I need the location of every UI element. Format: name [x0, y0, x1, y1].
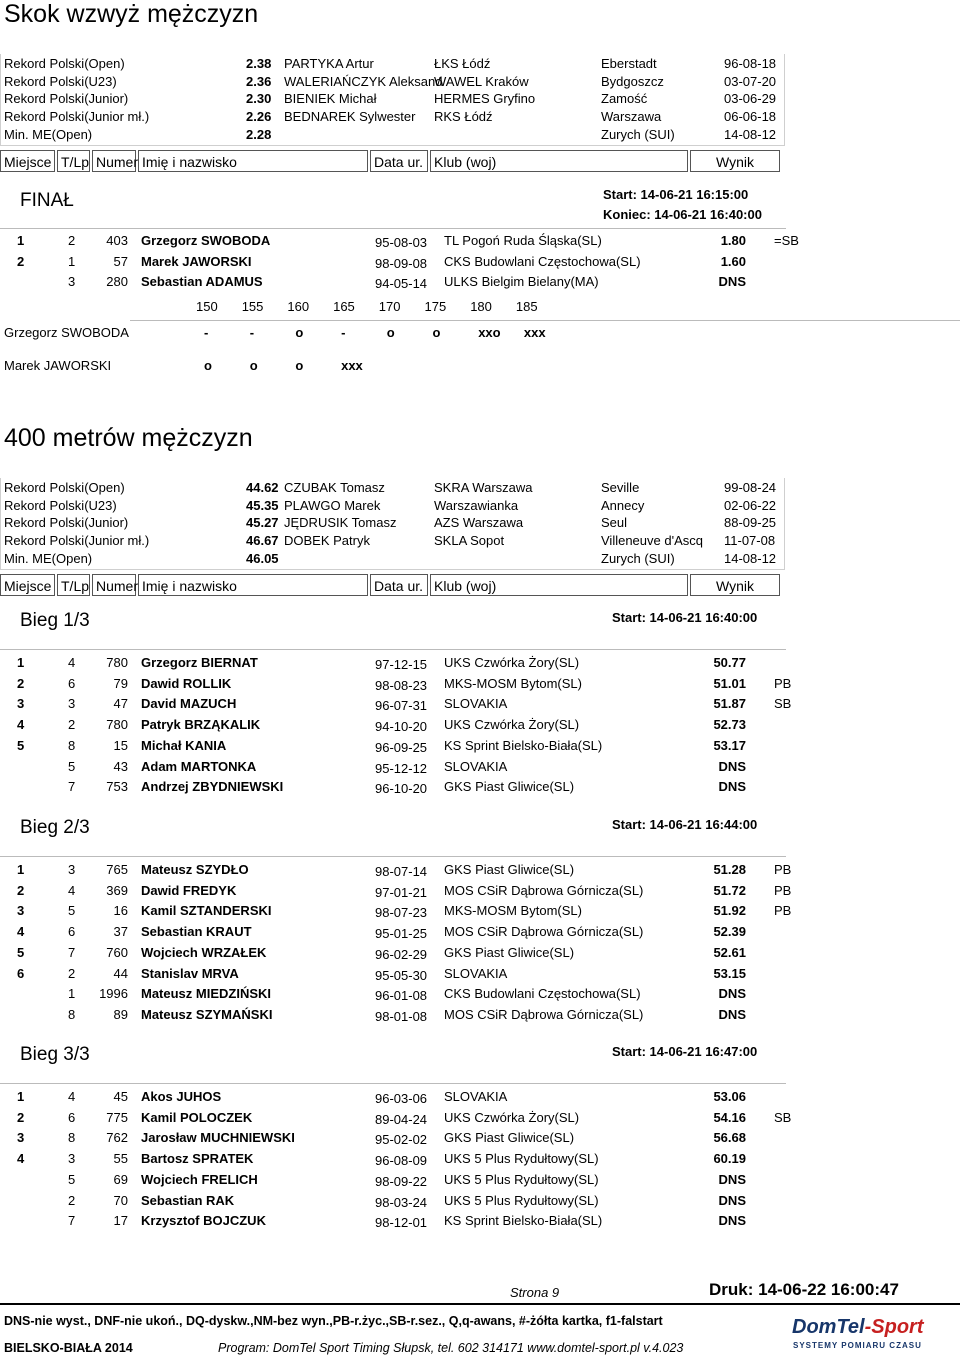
row-lane: 2: [68, 965, 76, 981]
row-name: Marek JAWORSKI: [141, 253, 252, 269]
row-name: Krzysztof BOJCZUK: [141, 1213, 266, 1229]
row-note: SB: [774, 696, 792, 712]
row-lane: 5: [68, 903, 76, 919]
start-time: Start: 14-06-21 16:44:00: [612, 817, 758, 832]
row-dob: 89-04-24: [375, 1111, 428, 1127]
event-location: BIELSKO-BIAŁA 2014: [4, 1341, 133, 1355]
row-result: 51.87: [713, 696, 746, 712]
attempt-mark: o: [432, 325, 441, 340]
row-lane: 5: [68, 1171, 76, 1187]
record-date: 88-09-25: [724, 515, 777, 531]
row-place: 2: [17, 253, 25, 269]
record-label: Rekord Polski(Open): [4, 56, 125, 71]
row-number: 55: [113, 1151, 128, 1167]
legend-text: DNS-nie wyst., DNF-nie ukoń., DQ-dyskw.,NM-bez wyn.,PB-r.życ.,SB-r.sez., Q,q-awans, #-żółta kartka, f1-falstart: [4, 1314, 663, 1328]
row-name: Jarosław MUCHNIEWSKI: [141, 1130, 295, 1146]
record-label: Rekord Polski(U23): [4, 73, 117, 89]
record-holder: PLAWGO Marek: [284, 497, 381, 513]
row-club: MOS CSiR Dąbrowa Górnicza(SL): [444, 1006, 644, 1022]
record-holder: BIENIEK Michał: [284, 91, 377, 107]
row-club: UKS 5 Plus Rydułtowy(SL): [444, 1151, 599, 1167]
record-holder: BEDNAREK Sylwester: [284, 109, 416, 125]
row-result: DNS: [718, 779, 746, 795]
record-club: ŁKS Łódź: [434, 56, 491, 71]
row-name: Stanislav MRVA: [141, 965, 239, 981]
row-number: 369: [106, 882, 128, 898]
attempt-mark: o: [204, 358, 212, 373]
row-dob: 96-08-09: [375, 1153, 428, 1169]
row-note: PB: [774, 675, 792, 691]
row-number: 43: [113, 758, 128, 774]
row-dob: 97-12-15: [375, 657, 428, 672]
row-note: PB: [774, 882, 792, 898]
domtel-logo: [792, 1316, 924, 1339]
athlete-name: Grzegorz SWOBODA: [4, 325, 129, 340]
column-header-lane: T/Lp: [57, 574, 90, 596]
row-name: Dawid ROLLIK: [141, 675, 232, 691]
record-city: Zurych (SUI): [601, 550, 675, 566]
row-club: TL Pogoń Ruda Śląska(SL): [444, 233, 602, 248]
row-result: 53.06: [713, 1089, 746, 1104]
row-name: Adam MARTONKA: [141, 758, 257, 774]
row-place: 5: [17, 944, 25, 960]
row-number: 69: [113, 1171, 128, 1187]
row-result: DNS: [718, 986, 746, 1002]
row-number: 79: [113, 675, 128, 691]
row-result: 51.28: [713, 862, 746, 877]
record-city: Annecy: [601, 497, 645, 513]
record-value: 46.05: [246, 550, 279, 566]
footer-rule: [0, 1303, 960, 1305]
row-result: 51.92: [713, 903, 746, 919]
page-number: Strona 9: [510, 1285, 560, 1300]
row-club: UKS Czwórka Żory(SL): [444, 1109, 580, 1125]
row-number: 280: [106, 274, 128, 290]
record-club: HERMES Gryfino: [434, 91, 536, 107]
row-lane: 4: [68, 882, 76, 898]
attempt-mark: -: [341, 325, 346, 340]
row-dob: 95-02-02: [375, 1132, 428, 1148]
row-name: Andrzej ZBYDNIEWSKI: [141, 779, 284, 795]
record-value: 2.38: [246, 56, 272, 71]
row-number: 403: [106, 233, 128, 248]
bar-height: 165: [333, 299, 355, 314]
row-lane: 2: [68, 717, 76, 733]
row-result: 52.73: [713, 717, 746, 733]
column-header-result: Wynik: [690, 574, 780, 596]
row-note: PB: [774, 903, 792, 919]
row-lane: 1: [68, 986, 76, 1002]
record-label: Min. ME(Open): [4, 126, 93, 142]
row-name: Michał KANIA: [141, 737, 227, 753]
row-place: 1: [17, 655, 25, 670]
row-dob: 98-09-22: [375, 1173, 428, 1189]
row-place: 2: [17, 882, 25, 898]
bar-height: 160: [287, 299, 310, 314]
row-dob: 95-01-25: [375, 926, 428, 942]
row-place: 4: [17, 1151, 25, 1167]
bar-height: 185: [515, 299, 538, 314]
row-dob: 95-05-30: [375, 967, 428, 983]
row-result: DNS: [718, 1192, 746, 1208]
row-club: UKS Czwórka Żory(SL): [444, 717, 580, 733]
row-club: UKS 5 Plus Rydułtowy(SL): [444, 1171, 599, 1187]
record-label: Rekord Polski(Junior): [4, 91, 129, 107]
row-name: Mateusz SZYMAŃSKI: [141, 1006, 273, 1022]
column-header-result: Wynik: [690, 150, 780, 172]
row-lane: 8: [68, 1130, 76, 1146]
record-label: Rekord Polski(Junior mł.): [4, 109, 150, 125]
row-lane: 6: [68, 924, 76, 940]
attempt-mark: o: [249, 358, 258, 373]
record-club: AZS Warszawa: [434, 515, 524, 531]
row-place: 4: [17, 717, 25, 733]
bar-height: 150: [196, 299, 218, 314]
record-club: SKRA Warszawa: [434, 480, 533, 495]
row-result: 54.16: [713, 1109, 746, 1125]
row-place: 2: [17, 675, 25, 691]
row-name: Grzegorz SWOBODA: [141, 233, 271, 248]
row-name: Sebastian ADAMUS: [141, 274, 263, 290]
row-lane: 2: [68, 233, 76, 248]
record-holder: CZUBAK Tomasz: [284, 480, 385, 495]
bar-height: 170: [378, 299, 401, 314]
row-lane: 8: [68, 737, 76, 753]
record-city: Bydgoszcz: [601, 73, 664, 89]
row-number: 775: [106, 1109, 128, 1125]
divider: [0, 1083, 786, 1084]
row-place: 4: [17, 924, 25, 940]
row-number: 70: [113, 1192, 128, 1208]
row-dob: 96-07-31: [375, 698, 428, 714]
row-number: 762: [106, 1130, 128, 1146]
record-value: 46.67: [246, 533, 279, 549]
row-name: Kamil POLOCZEK: [141, 1109, 253, 1125]
row-result: 60.19: [713, 1151, 746, 1167]
row-result: DNS: [718, 1213, 746, 1229]
row-name: Sebastian RAK: [141, 1192, 235, 1208]
row-number: 45: [113, 1089, 128, 1104]
row-result: 56.68: [713, 1130, 746, 1146]
column-header-place: Miejsce: [0, 150, 55, 172]
row-dob: 98-03-24: [375, 1194, 428, 1210]
row-lane: 8: [68, 1006, 76, 1022]
row-dob: 94-05-14: [375, 276, 428, 292]
record-date: 06-06-18: [724, 109, 777, 125]
row-place: 5: [17, 737, 25, 753]
attempt-mark: -: [204, 325, 209, 340]
row-result: 51.72: [713, 882, 746, 898]
record-value: 2.28: [246, 126, 272, 142]
row-club: UKS 5 Plus Rydułtowy(SL): [444, 1192, 599, 1208]
row-lane: 6: [68, 675, 76, 691]
row-place: 1: [17, 1089, 25, 1104]
row-result: 1.80: [720, 233, 746, 248]
row-dob: 96-01-08: [375, 988, 428, 1004]
record-value: 45.35: [246, 497, 279, 513]
record-value: 45.27: [246, 515, 279, 531]
logo-tagline: SYSTEMY POMIARU CZASU: [793, 1341, 922, 1350]
row-dob: 98-07-23: [375, 905, 428, 921]
record-city: Zurych (SUI): [601, 126, 675, 142]
row-club: MOS CSiR Dąbrowa Górnicza(SL): [444, 882, 644, 898]
row-club: SLOVAKIA: [444, 965, 508, 981]
column-header-club: Klub (woj): [430, 574, 688, 596]
row-dob: 98-07-14: [375, 864, 428, 879]
start-time: Start: 14-06-21 16:47:00: [612, 1044, 758, 1059]
row-dob: 94-10-20: [375, 719, 428, 735]
record-city: Seul: [601, 515, 628, 531]
row-club: KS Sprint Bielsko-Biała(SL): [444, 1213, 603, 1229]
print-timestamp: Druk: 14-06-22 16:00:47: [709, 1280, 899, 1299]
row-club: SLOVAKIA: [444, 696, 508, 712]
record-label: Rekord Polski(Junior mł.): [4, 533, 150, 549]
row-place: 6: [17, 965, 25, 981]
event-title: Skok wzwyż mężczyzn: [4, 0, 259, 28]
row-lane: 5: [68, 758, 76, 774]
divider: [130, 320, 960, 321]
attempt-mark: xxx: [523, 325, 546, 340]
row-result: 51.01: [713, 675, 746, 691]
row-result: 53.15: [713, 965, 746, 981]
record-date: 02-06-22: [724, 497, 777, 513]
column-header-dob: Data ur.: [370, 150, 428, 172]
record-club: Warszawianka: [434, 497, 519, 513]
row-name: Grzegorz BIERNAT: [141, 655, 258, 670]
row-number: 37: [113, 924, 128, 940]
row-club: MKS-MOSM Bytom(SL): [444, 903, 582, 919]
row-result: DNS: [718, 758, 746, 774]
divider: [0, 228, 786, 229]
row-number: 57: [113, 253, 128, 269]
row-result: 53.17: [713, 737, 746, 753]
row-name: Dawid FREDYK: [141, 882, 237, 898]
row-dob: 95-08-03: [375, 235, 428, 250]
record-date: 14-08-12: [724, 550, 777, 566]
athlete-name: Marek JAWORSKI: [4, 358, 112, 373]
row-club: GKS Piast Gliwice(SL): [444, 1130, 575, 1146]
logo-dom-text: DomTel: [792, 1316, 865, 1338]
event-title: 400 metrów mężczyzn: [4, 424, 253, 452]
record-club: RKS Łódź: [434, 109, 493, 125]
row-number: 1996: [99, 986, 128, 1002]
row-lane: 7: [68, 1213, 76, 1229]
record-date: 14-08-12: [724, 126, 777, 142]
row-lane: 7: [68, 944, 76, 960]
row-dob: 96-10-20: [375, 781, 428, 797]
record-holder: DOBEK Patryk: [284, 533, 370, 549]
row-lane: 4: [68, 1089, 76, 1104]
row-place: 3: [17, 696, 25, 712]
row-club: GKS Piast Gliwice(SL): [444, 862, 575, 877]
row-name: Akos JUHOS: [141, 1089, 222, 1104]
row-lane: 3: [68, 1151, 76, 1167]
column-header-number: Numer: [92, 574, 136, 596]
row-lane: 6: [68, 1109, 76, 1125]
record-value: 44.62: [246, 480, 279, 495]
row-number: 89: [113, 1006, 128, 1022]
attempt-mark: o: [295, 358, 304, 373]
row-lane: 1: [68, 253, 76, 269]
section-title: FINAŁ: [20, 190, 74, 211]
divider: [0, 649, 786, 650]
row-dob: 98-01-08: [375, 1008, 428, 1024]
row-dob: 98-12-01: [375, 1215, 428, 1231]
record-club: SKLA Sopot: [434, 533, 505, 549]
row-lane: 3: [68, 274, 76, 290]
heat-title: Bieg 3/3: [20, 1044, 90, 1065]
attempt-mark: xxx: [341, 358, 363, 373]
row-number: 765: [106, 862, 128, 877]
row-number: 780: [106, 655, 128, 670]
row-result: DNS: [718, 1006, 746, 1022]
column-header-club: Klub (woj): [430, 150, 688, 172]
column-header-name: Imię i nazwisko: [138, 574, 368, 596]
row-club: KS Sprint Bielsko-Biała(SL): [444, 737, 603, 753]
row-dob: 96-02-29: [375, 946, 428, 962]
heat-title: Bieg 1/3: [20, 610, 90, 631]
row-number: 15: [113, 737, 128, 753]
attempt-mark: o: [386, 325, 395, 340]
record-label: Rekord Polski(Open): [4, 480, 125, 495]
row-club: SLOVAKIA: [444, 758, 508, 774]
row-result: 1.60: [720, 253, 746, 269]
row-lane: 2: [68, 1192, 76, 1208]
record-date: 11-07-08: [724, 533, 776, 549]
row-club: MKS-MOSM Bytom(SL): [444, 675, 582, 691]
row-name: Wojciech FRELICH: [141, 1171, 258, 1187]
row-result: 50.77: [713, 655, 746, 670]
row-lane: 7: [68, 779, 76, 795]
divider: [0, 856, 786, 857]
row-name: Sebastian KRAUT: [141, 924, 252, 940]
column-header-lane: T/Lp: [57, 150, 90, 172]
record-city: Seville: [601, 480, 640, 495]
row-club: SLOVAKIA: [444, 1089, 508, 1104]
record-label: Rekord Polski(U23): [4, 497, 117, 513]
column-header-name: Imię i nazwisko: [138, 150, 368, 172]
record-value: 2.36: [246, 73, 272, 89]
record-value: 2.26: [246, 109, 272, 125]
column-header-dob: Data ur.: [370, 574, 428, 596]
start-time: Start: 14-06-21 16:40:00: [612, 610, 758, 625]
row-result: 52.39: [713, 924, 746, 940]
program-credit: Program: DomTel Sport Timing Słupsk, tel. 602 314171 www.domtel-sport.pl v.4.023: [218, 1341, 684, 1355]
bar-height: 180: [470, 299, 492, 314]
row-place: 3: [17, 903, 25, 919]
record-city: Villeneuve d'Ascq: [601, 533, 703, 549]
row-name: Patryk BRZĄKALIK: [141, 717, 261, 733]
row-name: Mateusz MIEDZIŃSKI: [141, 986, 272, 1002]
bar-height: 155: [241, 299, 264, 314]
row-name: Mateusz SZYDŁO: [141, 862, 249, 877]
record-value: 2.30: [246, 91, 272, 107]
row-name: Bartosz SPRATEK: [141, 1151, 254, 1167]
row-note: =SB: [774, 233, 799, 248]
row-number: 780: [106, 717, 128, 733]
row-number: 47: [113, 696, 128, 712]
bar-height: 175: [424, 299, 447, 314]
row-name: Kamil SZTANDERSKI: [141, 903, 272, 919]
record-label: Min. ME(Open): [4, 550, 93, 566]
attempt-mark: -: [249, 325, 255, 340]
row-lane: 4: [68, 655, 76, 670]
row-lane: 3: [68, 696, 76, 712]
record-date: 03-07-20: [724, 73, 777, 89]
row-number: 44: [113, 965, 128, 981]
row-dob: 98-09-08: [375, 255, 428, 271]
record-city: Eberstadt: [601, 56, 657, 71]
attempt-mark: o: [295, 325, 304, 340]
row-place: 1: [17, 233, 25, 248]
row-name: David MAZUCH: [141, 696, 237, 712]
record-city: Warszawa: [601, 109, 662, 125]
column-header-number: Numer: [92, 150, 136, 172]
record-date: 99-08-24: [724, 480, 777, 495]
logo-sport-text: -Sport: [864, 1316, 924, 1338]
record-club: WAWEL Kraków: [434, 73, 529, 89]
end-time: Koniec: 14-06-21 16:40:00: [603, 207, 762, 222]
row-dob: 98-08-23: [375, 677, 428, 693]
row-dob: 96-09-25: [375, 739, 428, 755]
record-date: 96-08-18: [724, 56, 777, 71]
row-note: PB: [774, 862, 792, 877]
row-number: 760: [106, 944, 128, 960]
row-dob: 95-12-12: [375, 760, 428, 776]
row-number: 16: [113, 903, 128, 919]
row-club: UKS Czwórka Żory(SL): [444, 655, 580, 670]
column-header-place: Miejsce: [0, 574, 55, 596]
row-club: GKS Piast Gliwice(SL): [444, 779, 575, 795]
row-club: CKS Budowlani Częstochowa(SL): [444, 986, 641, 1002]
record-holder: JĘDRUSIK Tomasz: [284, 515, 397, 531]
row-place: 3: [17, 1130, 25, 1146]
row-result: DNS: [718, 1171, 746, 1187]
row-dob: 97-01-21: [375, 884, 428, 900]
record-city: Zamość: [601, 91, 648, 107]
row-name: Wojciech WRZAŁEK: [141, 944, 267, 960]
row-note: SB: [774, 1109, 792, 1125]
row-number: 753: [106, 779, 128, 795]
start-time: Start: 14-06-21 16:15:00: [603, 187, 749, 202]
row-club: ULKS Bielgim Bielany(MA): [444, 274, 599, 290]
heat-title: Bieg 2/3: [20, 817, 90, 838]
row-place: 1: [17, 862, 25, 877]
row-number: 17: [113, 1213, 128, 1229]
row-lane: 3: [68, 862, 76, 877]
record-holder: PARTYKA Artur: [284, 56, 374, 71]
row-place: 2: [17, 1109, 25, 1125]
record-holder: WALERIAŃCZYK Aleksand: [284, 73, 443, 89]
attempt-mark: xxo: [478, 325, 501, 340]
row-result: 52.61: [713, 944, 746, 960]
row-club: GKS Piast Gliwice(SL): [444, 944, 575, 960]
record-label: Rekord Polski(Junior): [4, 515, 129, 531]
record-date: 03-06-29: [724, 91, 777, 107]
row-dob: 96-03-06: [375, 1091, 428, 1106]
row-club: MOS CSiR Dąbrowa Górnicza(SL): [444, 924, 644, 940]
row-club: CKS Budowlani Częstochowa(SL): [444, 253, 641, 269]
row-result: DNS: [718, 274, 746, 290]
